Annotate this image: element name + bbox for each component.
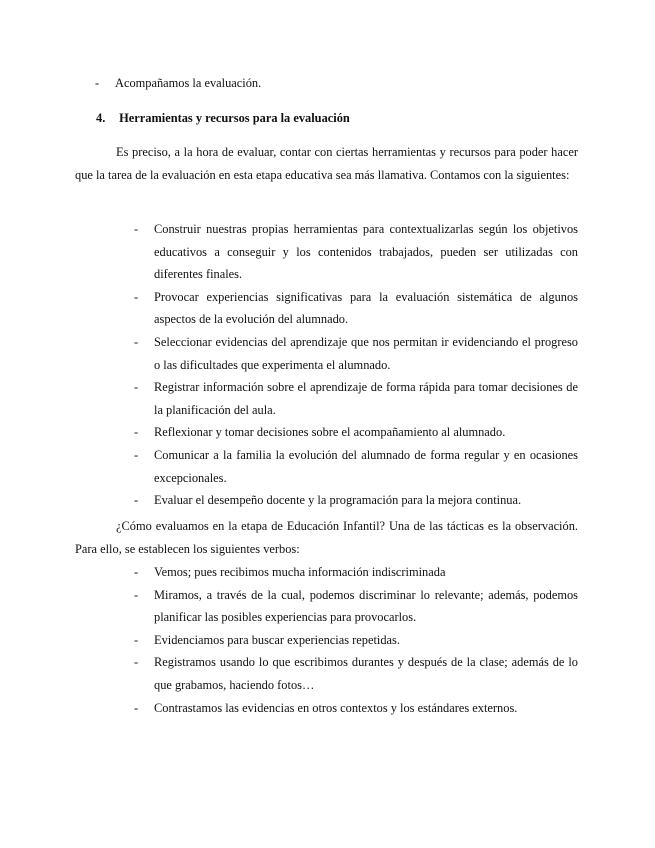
paragraph-intro: Es preciso, a la hora de evaluar, contar con ciertas herramientas y recursos para poder hacer que la tarea de la evaluación en esta etapa educativa sea más llamativa. Contamos con la siguientes: [75, 145, 578, 182]
list-item-text: Evaluar el desempeño docente y la programación para la mejora continua. [154, 493, 522, 508]
list-item-text: Registrar información sobre el aprendizaje de forma rápida para tomar decisiones de la planificación del aula. [154, 380, 578, 417]
dash-marker: - [134, 587, 139, 602]
list-item-text: Comunicar a la familia la evolución del alumnado de forma regular y en ocasiones excepcionales. [154, 447, 578, 485]
list-item [75, 489, 578, 512]
list-item-text: Vemos; pues recibimos mucha información indiscriminada [154, 565, 446, 579]
tools-list [75, 218, 578, 512]
dash-marker: - [134, 222, 139, 236]
paragraph-observation: ¿Cómo evaluamos en la etapa de Educación Infantil? Una de las tácticas es la observación. Para ello, se establecen los siguientes verbos: [75, 519, 578, 556]
list-item [75, 444, 578, 489]
section-number: 4. [96, 111, 106, 125]
list-item [75, 697, 578, 720]
list-item-text: Miramos, a través de la cual, podemos discriminar lo relevante; además, podemos planificar las posibles experiencias para provocarlos. [154, 587, 578, 625]
dash-marker: - [134, 380, 139, 395]
verbs-list [75, 561, 578, 719]
dash-marker: - [134, 493, 139, 508]
list-item-text: Contrastamos las evidencias en otros contextos y los estándares externos. [154, 700, 518, 715]
list-item [75, 561, 578, 584]
list-item [75, 629, 578, 652]
top-list [75, 72, 578, 95]
dash-marker: - [134, 700, 139, 715]
dash-marker: - [95, 76, 100, 90]
list-item-text: Seleccionar evidencias del aprendizaje que nos permitan ir evidenciando el progreso o las dificultades que experimenta el alumnado. [154, 334, 578, 372]
list-item [75, 286, 578, 331]
dash-marker: - [134, 655, 139, 670]
list-item-text: Provocar experiencias significativas para la evaluación sistemática de algunos aspectos de la evolución del alumnado. [154, 289, 578, 327]
dash-marker: - [134, 447, 139, 462]
dash-marker: - [134, 289, 139, 304]
section-heading [96, 107, 350, 130]
list-item [75, 421, 578, 444]
dash-marker: - [134, 334, 139, 349]
list-item [75, 376, 578, 421]
list-item [75, 218, 578, 286]
dash-marker: - [134, 565, 139, 579]
list-item [75, 584, 578, 629]
dash-marker: - [134, 632, 139, 647]
list-item [75, 331, 578, 376]
list-item-text: Evidenciamos para buscar experiencias repetidas. [154, 632, 400, 647]
list-item [75, 72, 578, 95]
list-item-text: Construir nuestras propias herramientas para contextualizarlas según los objetivos educativos a conseguir y los contenidos trabajados, pueden ser utilizadas con diferentes finales. [154, 222, 578, 282]
list-item-text: Acompañamos la evaluación. [115, 76, 262, 90]
list-item-text: Reflexionar y tomar decisiones sobre el acompañamiento al alumnado. [154, 425, 506, 440]
list-item [75, 651, 578, 696]
list-item-text: Registramos usando lo que escribimos durantes y después de la clase; además de lo que grabamos, haciendo fotos… [154, 655, 578, 692]
section-title: Herramientas y recursos para la evaluación [119, 111, 350, 125]
dash-marker: - [134, 425, 139, 440]
